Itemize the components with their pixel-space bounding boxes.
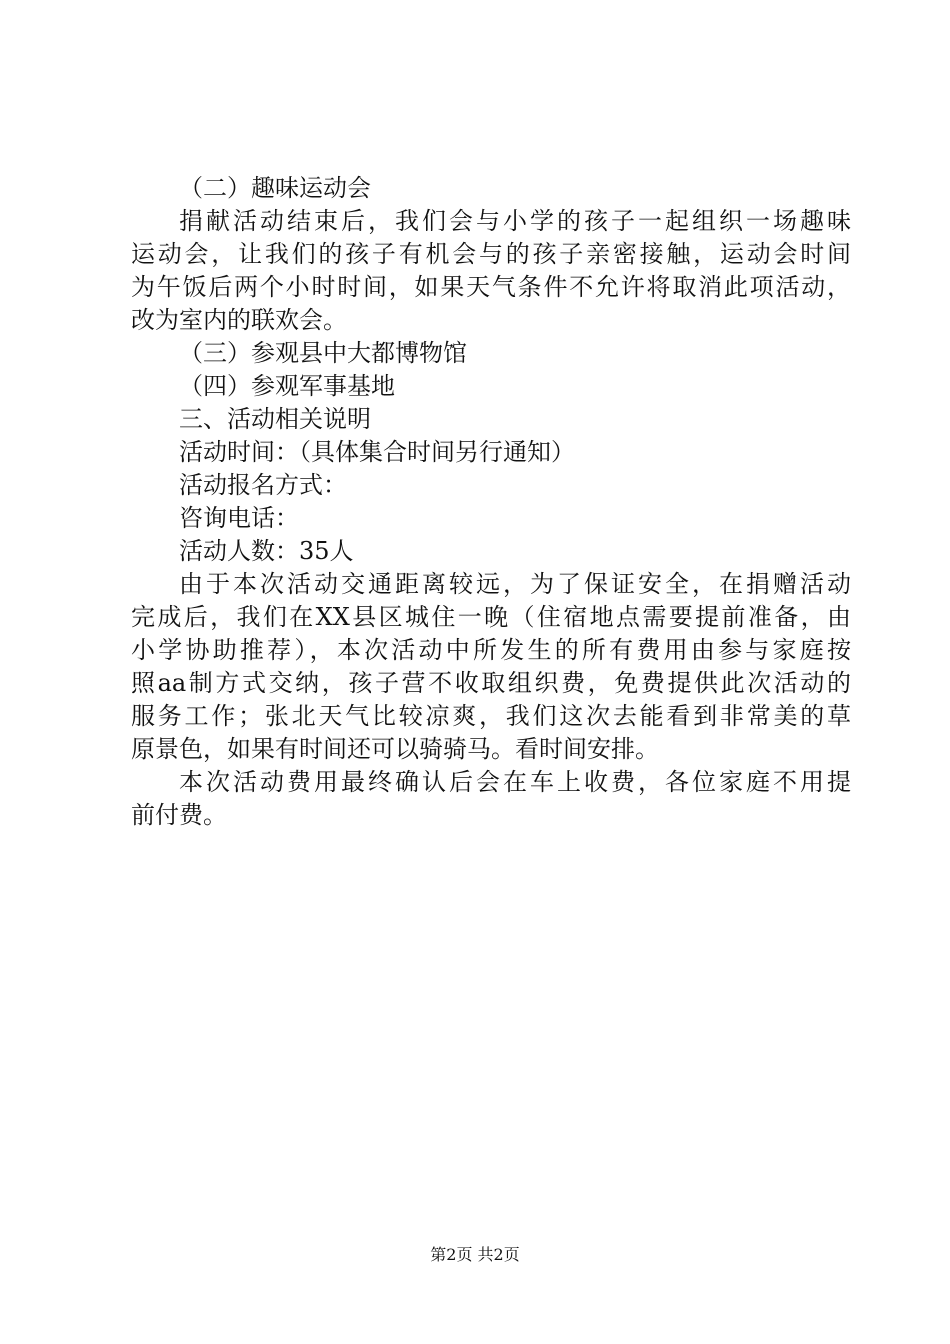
section-3-title [131,403,851,436]
participant-count [131,535,851,568]
text-line: 原景色，如果有时间还可以骑骑马。看时间安排。 [131,735,659,763]
registration-method [131,469,851,502]
text-line: （四）参观军事基地 [179,372,395,400]
text-line: 咨询电话： [179,504,299,532]
paragraph-notes [131,568,851,766]
text-line: （三）参观县中大都博物馆 [179,339,467,367]
text-line: 活动时间：（具体集合时间另行通知） [179,438,575,466]
activity-time [131,436,851,469]
text-line: 完成后，我们在XX县区城住一晚（住宿地点需要提前准备，由 [131,603,851,631]
text-line: 由于本次活动交通距离较远，为了保证安全，在捐赠活动 [179,570,851,598]
heading-2 [131,172,851,205]
text-line: 捐献活动结束后，我们会与小学的孩子一起组织一场趣味 [179,207,851,235]
text-line: 本次活动费用最终确认后会在车上收费，各位家庭不用提 [179,768,851,796]
page-footer: 第2页 共2页 [430,1245,520,1264]
consult-phone [131,502,851,535]
text-line: 三、活动相关说明 [179,405,371,433]
text-line: 活动报名方式： [179,471,347,499]
paragraph-sports [131,205,851,337]
text-line: 照aa制方式交纳，孩子营不收取组织费，免费提供此次活动的 [131,669,851,697]
text-line: 前付费。 [131,801,227,829]
text-line: 改为室内的联欢会。 [131,306,347,334]
text-line: 运动会，让我们的孩子有机会与的孩子亲密接触，运动会时间 [131,240,851,268]
text-line: （二）趣味运动会 [179,174,371,202]
text-line: 小学协助推荐），本次活动中所发生的所有费用由参与家庭按 [131,636,851,664]
text-line: 为午饭后两个小时时间，如果天气条件不允许将取消此项活动， [131,273,851,301]
heading-3 [131,337,851,370]
document-body [131,172,851,832]
text-line: 服务工作；张北天气比较凉爽，我们这次去能看到非常美的草 [131,702,851,730]
paragraph-fees [131,766,851,832]
text-line: 活动人数：35人 [179,537,354,565]
heading-4 [131,370,851,403]
